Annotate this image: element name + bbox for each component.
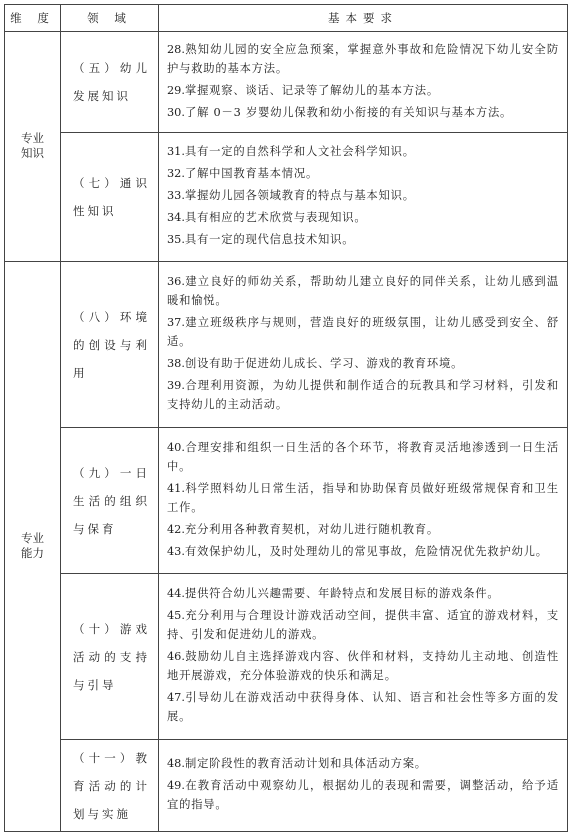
requirement-text: 鼓励幼儿自主选择游戏内容、伙伴和材料，支持幼儿主动地、创造性地开展游戏，充分体验游戏的快乐和满足。 [167, 650, 559, 683]
requirement-text: 充分利用各种教育契机，对幼儿进行随机教育。 [184, 522, 440, 536]
requirement-item [167, 376, 559, 414]
header-requirements: 基本要求 [159, 5, 568, 32]
requirement-number: 49. [167, 779, 185, 793]
requirement-text: 具有一定的现代信息技术知识。 [184, 233, 355, 247]
requirement-item [167, 479, 559, 517]
field-cell: （七）通识性知识 [61, 133, 159, 261]
standards-document [4, 4, 567, 832]
requirement-item [167, 606, 559, 644]
table-row [5, 261, 568, 427]
requirement-number: 45. [167, 609, 185, 623]
requirement-text: 熟知幼儿园的安全应急预案，掌握意外事故和危险情况下幼儿安全防护与救助的基本方法。 [167, 42, 559, 75]
requirement-text: 有效保护幼儿，及时处理幼儿的常见事故，危险情况优先救护幼儿。 [184, 544, 548, 558]
requirement-item [167, 164, 559, 183]
requirement-number: 44. [167, 587, 185, 601]
requirement-item [167, 647, 559, 685]
requirement-text: 科学照料幼儿日常生活，指导和协助保育员做好班级常规保育和卫生工作。 [167, 481, 559, 514]
dimension-cell: 专业 能力 [5, 261, 61, 831]
requirement-number: 40. [167, 440, 185, 454]
requirements-table [4, 4, 568, 832]
requirements-cell [159, 573, 568, 739]
requirements-cell [159, 32, 568, 133]
requirement-text: 掌握观察、谈话、记录等了解幼儿的基本方法。 [184, 83, 440, 97]
requirements-cell [159, 261, 568, 427]
requirement-item [167, 103, 559, 122]
requirement-item [167, 438, 559, 476]
requirement-number: 37. [167, 316, 185, 330]
header-dimension: 维 度 [5, 5, 61, 32]
requirement-text: 提供符合幼儿兴趣需要、年龄特点和发展目标的游戏条件。 [184, 587, 500, 601]
field-cell: （十一）教育活动的计划与实施 [61, 740, 159, 832]
requirements-cell [159, 133, 568, 261]
requirement-item [167, 208, 559, 227]
requirement-text: 了解 0－3 岁婴幼儿保教和幼小衔接的有关知识与基本方法。 [184, 105, 513, 119]
field-cell: （八）环境的创设与利用 [61, 261, 159, 427]
requirements-cell [159, 428, 568, 574]
requirement-item [167, 542, 559, 561]
requirement-number: 46. [167, 650, 185, 664]
requirement-text: 创设有助于促进幼儿成长、学习、游戏的教育环境。 [184, 357, 464, 371]
requirement-item [167, 230, 559, 249]
table-body [5, 32, 568, 832]
requirement-item [167, 354, 559, 373]
requirement-item [167, 40, 559, 78]
requirement-text: 在教育活动中观察幼儿，根据幼儿的表现和需要，调整活动，给予适宜的指导。 [167, 779, 559, 812]
field-cell: （十）游戏活动的支持与引导 [61, 573, 159, 739]
requirement-number: 48. [167, 757, 185, 771]
requirement-text: 合理安排和组织一日生活的各个环节，将教育灵活地渗透到一日生活中。 [167, 440, 559, 473]
requirement-text: 引导幼儿在游戏活动中获得身体、认知、语言和社会性等多方面的发展。 [167, 691, 559, 724]
requirement-text: 掌握幼儿园各领域教育的特点与基本知识。 [184, 189, 415, 203]
requirements-cell [159, 740, 568, 832]
table-row [5, 133, 568, 261]
requirement-number: 33. [167, 189, 185, 203]
field-cell: （五）幼儿发展知识 [61, 32, 159, 133]
requirement-number: 32. [167, 167, 185, 181]
table-row [5, 740, 568, 832]
requirement-text: 建立良好的师幼关系，帮助幼儿建立良好的同伴关系，让幼儿感到温暖和愉悦。 [167, 275, 559, 308]
requirement-item [167, 776, 559, 814]
requirement-number: 28. [167, 42, 185, 56]
requirement-item [167, 81, 559, 100]
requirement-item [167, 142, 559, 161]
header-row [5, 5, 568, 32]
requirement-number: 30. [167, 105, 185, 119]
requirement-number: 31. [167, 145, 185, 159]
dimension-cell: 专业 知识 [5, 32, 61, 262]
requirement-number: 38. [167, 357, 185, 371]
requirement-text: 具有相应的艺术欣赏与表现知识。 [184, 211, 367, 225]
table-row [5, 573, 568, 739]
requirement-number: 39. [167, 379, 185, 393]
requirement-item [167, 186, 559, 205]
requirement-item [167, 313, 559, 351]
requirement-text: 了解中国教育基本情况。 [184, 167, 319, 181]
requirement-item [167, 272, 559, 310]
requirement-text: 具有一定的自然科学和人文社会科学知识。 [184, 145, 415, 159]
requirement-number: 34. [167, 211, 185, 225]
requirement-item [167, 688, 559, 726]
header-field: 领 域 [61, 5, 159, 32]
requirement-text: 充分利用与合理设计游戏活动空间，提供丰富、适宜的游戏材料，支持、引发和促进幼儿的游戏。 [167, 609, 559, 642]
table-row [5, 428, 568, 574]
requirement-text: 建立班级秩序与规则，营造良好的班级氛围，让幼儿感受到安全、舒适。 [167, 316, 559, 349]
requirement-text: 制定阶段性的教育活动计划和具体活动方案。 [184, 757, 427, 771]
requirement-number: 43. [167, 544, 185, 558]
requirement-number: 35. [167, 233, 185, 247]
requirement-number: 41. [167, 481, 185, 495]
requirement-number: 42. [167, 522, 185, 536]
requirement-text: 合理利用资源，为幼儿提供和制作适合的玩教具和学习材料，引发和支持幼儿的主动活动。 [167, 379, 559, 412]
requirement-item [167, 520, 559, 539]
table-row [5, 32, 568, 133]
field-cell: （九）一日生活的组织与保育 [61, 428, 159, 574]
requirement-item [167, 584, 559, 603]
requirement-number: 36. [167, 275, 185, 289]
requirement-number: 47. [167, 691, 185, 705]
requirement-item [167, 754, 559, 773]
requirement-number: 29. [167, 83, 185, 97]
